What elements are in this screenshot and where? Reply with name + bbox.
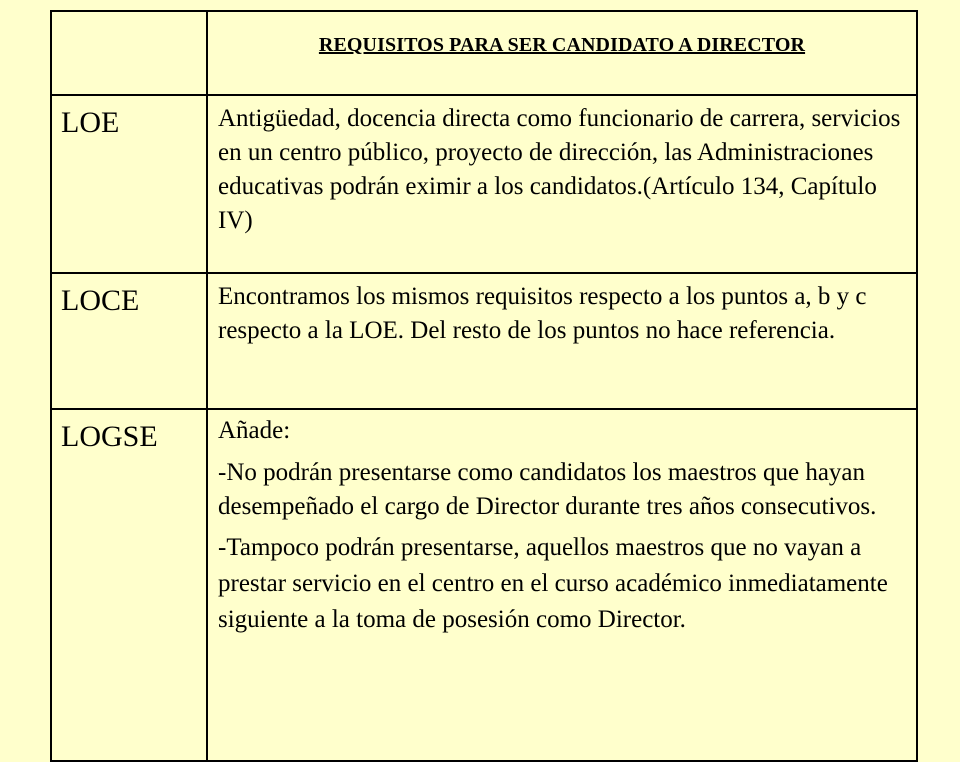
requirement-paragraph: Antigüedad, docencia directa como funcionario de carrera, servicios en un centro público, proyecto de dirección, las Administraciones educativas podrán eximir a los candidatos.(Artículo 134, Capítulo IV) bbox=[218, 105, 901, 234]
requirements-cell-loce bbox=[207, 273, 917, 409]
law-name-logse: LOGSE bbox=[51, 409, 207, 761]
requirement-paragraph: Encontramos los mismos requisitos respecto a los puntos a, b y c respecto a la LOE. Del resto de los puntos no hace referencia. bbox=[218, 283, 867, 344]
requirement-paragraph: -Tampoco podrán presentarse, aquellos maestros que no vayan a prestar servicio en el centro en el curso académico inmediatamente siguiente a la toma de posesión como Director. bbox=[218, 534, 888, 633]
requirements-cell-loe bbox=[207, 95, 917, 273]
table-title: REQUISITOS PARA SER CANDIDATO A DIRECTOR bbox=[207, 11, 917, 95]
header-empty-cell bbox=[51, 11, 207, 95]
requirement-paragraph: -No podrán presentarse como candidatos los maestros que hayan desempeñado el cargo de Director durante tres años consecutivos. bbox=[218, 459, 877, 520]
table-row-loce bbox=[51, 273, 917, 409]
table-row-logse bbox=[51, 409, 917, 761]
table-row-loe bbox=[51, 95, 917, 273]
requirement-paragraph: Añade: bbox=[218, 417, 291, 444]
table-header-row bbox=[51, 11, 917, 95]
law-name-loe: LOE bbox=[51, 95, 207, 273]
requirements-table bbox=[50, 10, 918, 762]
law-name-loce: LOCE bbox=[51, 273, 207, 409]
requirements-cell-logse bbox=[207, 409, 917, 761]
